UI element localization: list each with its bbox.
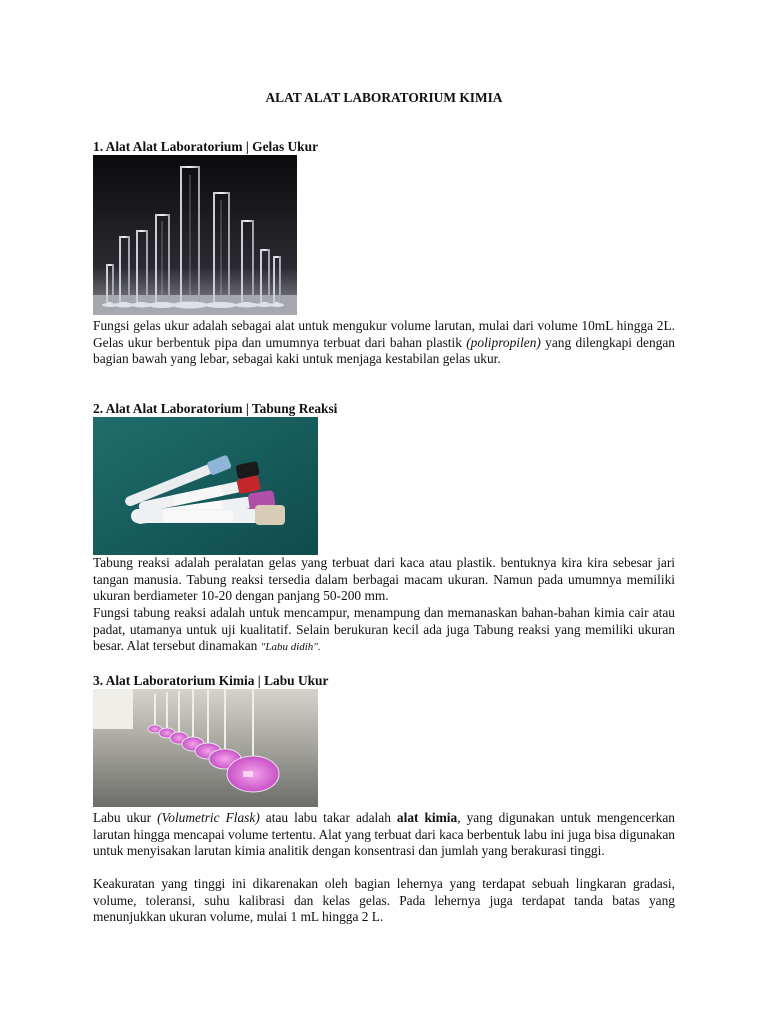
paragraph-labu-ukur-1 xyxy=(93,810,675,860)
paragraph-gelas-ukur-text-b: yang dilengkapi dengan bagian bawah yang lebar, sebagai kaki untuk menjaga kestabilan gelas ukur. xyxy=(93,334,675,366)
document-title: ALAT ALAT LABORATORIUM KIMIA xyxy=(265,90,503,105)
paragraph-labu-ukur-1-text-a: Labu ukur xyxy=(93,810,158,825)
paragraph-labu-ukur-1-italic: (Volumetric Flask) xyxy=(157,810,260,825)
section-heading-tabung-reaksi: 2. Alat Alat Laboratorium | Tabung Reaksi xyxy=(93,401,338,416)
image-labu-ukur xyxy=(93,689,318,807)
paragraph-labu-ukur-1-text-b: atau labu takar adalah xyxy=(259,810,397,825)
section-heading-gelas-ukur: 1. Alat Alat Laboratorium | Gelas Ukur xyxy=(93,139,319,154)
image-gelas-ukur xyxy=(93,155,297,315)
paragraph-gelas-ukur-text-a: Fungsi gelas ukur adalah sebagai alat untuk mengukur volume larutan, mulai dari volume 10mL hingga 2L. Gelas ukur berbentuk pipa dan umumnya terbuat dari bahan plastik xyxy=(93,318,675,350)
paragraph-tabung-reaksi-2-text: Fungsi tabung reaksi adalah untuk mencampur, menampung dan memanaskan bahan-bahan kimia cair atau padat, utamanya untuk uji kualitatif. Selain berukuran kecil ada juga Tabung reaksi yang memiliki ukuran besar. Alat tersebut dinamakan xyxy=(93,605,675,653)
paragraph-labu-ukur-1-text-c: , yang digunakan untuk mengencerkan larutan hingga mencapai volume tertentu. Alat yang terbuat dari kaca berbentuk labu ini juga bisa digunakan untuk menyisakan larutan kimia analitik dengan konsentrasi dan jumlah yang berakurasi tinggi. xyxy=(93,810,676,858)
section-heading-labu-ukur: 3. Alat Laboratorium Kimia | Labu Ukur xyxy=(93,673,329,688)
paragraph-gelas-ukur xyxy=(93,318,675,368)
paragraph-tabung-reaksi-2 xyxy=(93,605,675,656)
paragraph-tabung-reaksi-1: Tabung reaksi adalah peralatan gelas yang terbuat dari kaca atau plastik. bentuknya kira kira sebesar jari tangan manusia. Tabung reaksi tersedia dalam berbagai macam ukuran. Namun pada umumnya memiliki ukuran berdiameter 10-20 dengan panjang 50-200 mm. xyxy=(93,555,675,603)
paragraph-labu-ukur-2: Keakuratan yang tinggi ini dikarenakan oleh bagian lehernya yang terdapat sebuah lingkaran gradasi, volume, toleransi, suhu kalibrasi dan kelas gelas. Pada lehernya juga terdapat tanda batas yang menunjukkan ukuran volume, mulai 1 mL hingga 2 L. xyxy=(93,876,675,924)
paragraph-tabung-reaksi-2-italic: "Labu didih". xyxy=(260,641,321,653)
paragraph-gelas-ukur-italic: (polipropilen) xyxy=(466,334,541,350)
paragraph-labu-ukur-1-bold: alat kimia xyxy=(396,810,458,825)
image-tabung-reaksi xyxy=(93,417,318,555)
